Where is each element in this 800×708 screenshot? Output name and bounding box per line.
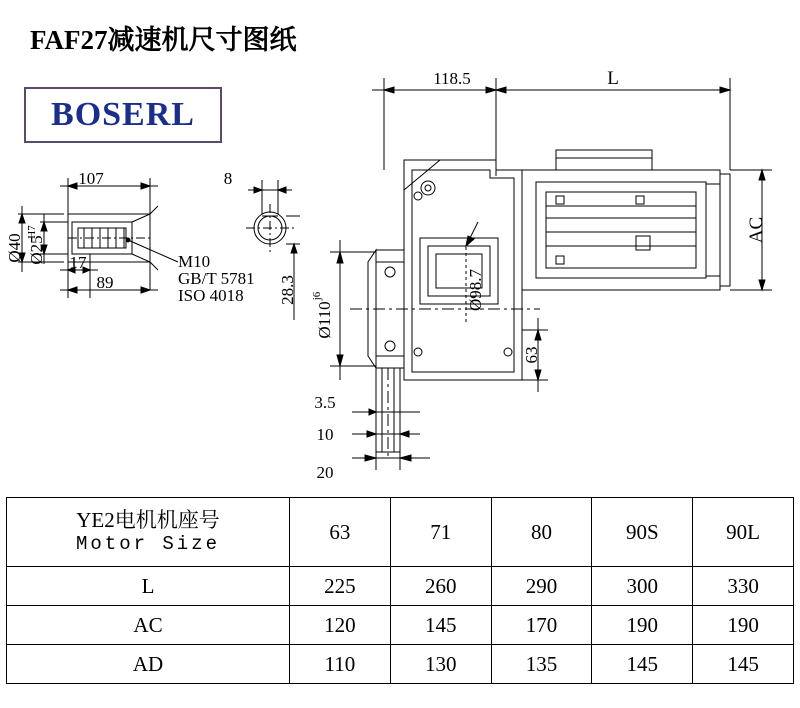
dim-label-iso: ISO 4018 — [178, 286, 244, 305]
motor-size-label-cn: YE2电机机座号 — [76, 508, 220, 533]
dim-label-63: 63 — [522, 346, 541, 364]
table-cell: 145 — [693, 645, 794, 684]
dim-label-98-7: Ø98.7 — [466, 268, 485, 312]
dim-L-group — [496, 78, 730, 176]
table-cell: 90L — [693, 498, 794, 567]
logo-text: BOSERL — [51, 96, 195, 133]
table-row — [7, 645, 794, 684]
table-cell: 300 — [592, 567, 693, 606]
table-row — [7, 498, 794, 567]
table-cell: 190 — [592, 606, 693, 645]
table-cell: 170 — [491, 606, 592, 645]
dim-label-d25-tol: H7 — [26, 225, 38, 239]
table-cell: 290 — [491, 567, 592, 606]
dim-label-3-5-text: 3.5 — [314, 393, 336, 412]
table-cell: 63 — [290, 498, 391, 567]
dim-label-17: 17 — [69, 253, 87, 272]
table-cell: 110 — [290, 645, 391, 684]
table-row — [7, 606, 794, 645]
table-row-label: AD — [7, 645, 290, 684]
page-title: FAF27减速机尺寸图纸 — [30, 25, 297, 55]
table-cell: 90S — [592, 498, 693, 567]
dim-label-d40: Ø40 — [5, 233, 24, 263]
table-cell: 260 — [390, 567, 491, 606]
dim-label-110: Ø110 — [315, 301, 334, 339]
dim-label-AC: AC — [746, 216, 767, 244]
table-cell: 225 — [290, 567, 391, 606]
dim-label-89: 89 — [96, 273, 114, 292]
dim-107-group — [60, 178, 158, 216]
bolt-callout-leader — [126, 238, 178, 262]
dim-label-8: 8 — [223, 169, 233, 188]
motor-size-label-en: Motor Size — [75, 533, 221, 556]
table-cell: 330 — [693, 567, 794, 606]
table-cell: 71 — [390, 498, 491, 567]
table-cell: 135 — [491, 645, 592, 684]
dim-label-110-tol: j6 — [311, 291, 323, 301]
table-row-label: AC — [7, 606, 290, 645]
table-cell: 145 — [390, 606, 491, 645]
table-row — [7, 567, 794, 606]
table-cell: 120 — [290, 606, 391, 645]
dim-label-10-text: 10 — [316, 425, 334, 444]
mounting-foot — [352, 368, 430, 460]
dim-label-L: L — [607, 68, 619, 89]
table-cell: 145 — [592, 645, 693, 684]
specification-table — [6, 497, 794, 684]
motor-body — [522, 150, 730, 290]
dim-label-d25: Ø25 — [27, 235, 46, 265]
dim-label-118-5: 118.5 — [433, 69, 471, 88]
dim-118-5-group — [372, 78, 508, 176]
key-circle-view — [246, 204, 294, 252]
dim-label-107: 107 — [78, 169, 104, 188]
table-row-label: L — [7, 567, 290, 606]
dim-label-m10: M10 — [178, 252, 211, 271]
table-cell: 130 — [390, 645, 491, 684]
gearbox-casing — [404, 160, 522, 380]
table-cell: 80 — [491, 498, 592, 567]
dim-label-20-text: 20 — [316, 463, 334, 482]
table-header-label — [7, 498, 290, 567]
dim-label-gbt: GB/T 5781 — [178, 269, 255, 288]
dim-label-28-3: 28.3 — [278, 275, 297, 305]
table-cell: 190 — [693, 606, 794, 645]
